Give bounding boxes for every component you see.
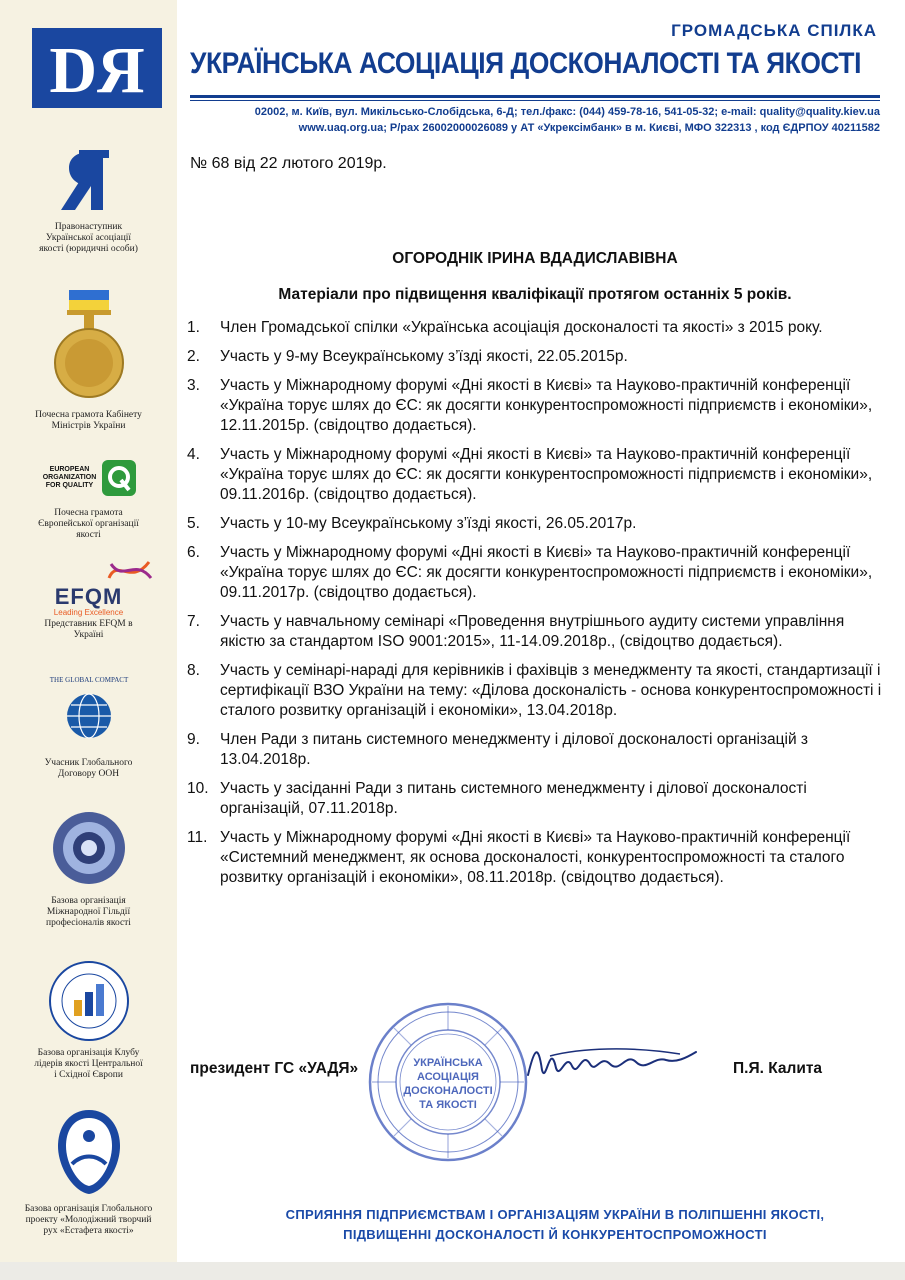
sidebar-eoq: EUROPEAN ORGANIZATION FOR QUALITY Почесна грамота Європейської організації якості bbox=[0, 460, 177, 541]
list-item: 9. Член Ради з питань системного менеджменту і ділової досконалості організацій з 13.04.2018р. bbox=[187, 731, 809, 768]
document-number: № 68 від 22 лютого 2019р. bbox=[190, 155, 387, 172]
sidebar-efqm: EFQM Leading Excellence Представник EFQM в Україні bbox=[0, 558, 177, 641]
svg-text:ДОСКОНАЛОСТІ: ДОСКОНАЛОСТІ bbox=[403, 1085, 493, 1097]
eoq-q-icon bbox=[102, 460, 136, 496]
svg-text:АСОЦІАЦІЯ: АСОЦІАЦІЯ bbox=[417, 1071, 479, 1083]
sidebar-guild: Базова організація Міжнародної Гільдії професіоналів якості bbox=[0, 810, 177, 929]
uadya-logo bbox=[32, 28, 162, 108]
signer-name: П.Я. Калита bbox=[733, 1060, 823, 1077]
footer-line-1: СПРИЯННЯ ПІДПРИЄМСТВАМ І ОРГАНІЗАЦІЯМ УКРАЇНИ В ПОЛІПШЕННІ ЯКОСТІ, bbox=[285, 1207, 825, 1222]
club-icon bbox=[48, 960, 130, 1042]
list-item: 7. Участь у навчальному семінарі «Проведення внутрішнього аудиту системи управління якістю за стандартом ISO 9001:2015», 11-14.09.2018р., (свідоцтво додається). bbox=[187, 613, 845, 650]
svg-text:ТА ЯКОСТІ: ТА ЯКОСТІ bbox=[419, 1099, 477, 1111]
eoq-logo: EUROPEAN ORGANIZATION FOR QUALITY bbox=[0, 460, 177, 496]
seal-stamp bbox=[366, 1000, 531, 1165]
svg-text:DЯ: DЯ bbox=[49, 34, 145, 107]
list-item: 4. Участь у Міжнародному форумі «Дні якості в Києві» та Науково-практичній конференції «Україна торує шлях до ЄС: як досягти конкурентоспроможності підприємств і економіки», 09.11.2016р. (свідоцтво додається). bbox=[187, 446, 873, 503]
qualification-list bbox=[187, 318, 887, 897]
list-item: 11. Участь у Міжнародному форумі «Дні якості в Києві» та Науково-практичній конференції «Системний менеджмент, як основа досконалості, конкурентоспроможності та сталого розвитку організацій і економіки», 08.11.2018р. (свідоцтво додається). bbox=[187, 829, 851, 886]
list-item: 3. Участь у Міжнародному форумі «Дні якості в Києві» та Науково-практичній конференції «Україна торує шлях до ЄС: як досягти конкурентоспроможності підприємств і економіки», 12.11.2015р. (свідоцтво додається). bbox=[187, 377, 873, 434]
person-name: ОГОРОДНІК ІРИНА ВДАДИСЛАВІВНА bbox=[392, 250, 678, 267]
list-item: 8. Участь у семінарі-нараді для керівників і фахівців з менеджменту та якості, стандартизації і сертифікації ВЗО України на тему: «Ділова досконалість - основа конкурентоспроможності і сталого розвитку організацій і економіки», 13.04.2018р. bbox=[187, 662, 882, 719]
sidebar-project: Базова організація Глобального проекту «Молодіжний творчий рух «Естафета якості» bbox=[0, 1108, 177, 1237]
org-type: ГРОМАДСЬКА СПІЛКА bbox=[671, 21, 877, 40]
ya-logo-icon bbox=[61, 148, 117, 214]
list-item: 1. Член Громадської спілки «Українська асоціація досконалості та якості» з 2015 року. bbox=[187, 319, 823, 336]
contact-bank: www.uaq.org.ua; Р/рах 26002000026089 у АТ «Укрексімбанк» в м. Києві, МФО 322313 , код ЄДРПОУ 40211582 bbox=[298, 122, 880, 134]
footer-line-2: ПІДВИЩЕННІ ДОСКОНАЛОСТІ Й КОНКУРЕНТОСПРОМОЖНОСТІ bbox=[343, 1227, 767, 1242]
org-name: УКРАЇНСЬКА АСОЦІАЦІЯ ДОСКОНАЛОСТІ ТА ЯКОСТІ bbox=[190, 47, 861, 80]
sidebar-global-compact: THE GLOBAL COMPACT Учасник Глобального Договору ООН bbox=[0, 672, 177, 780]
header-rule-thin bbox=[190, 100, 880, 101]
relay-project-icon bbox=[56, 1108, 122, 1196]
guild-icon bbox=[51, 810, 127, 886]
svg-text:УКРАЇНСЬКА: УКРАЇНСЬКА bbox=[413, 1057, 483, 1069]
svg-text:THE GLOBAL COMPACT: THE GLOBAL COMPACT bbox=[49, 676, 128, 684]
page-edge bbox=[0, 1262, 905, 1280]
header-rule bbox=[190, 95, 880, 98]
handwritten-signature bbox=[520, 1030, 700, 1090]
document-subtitle: Матеріали про підвищення кваліфікації протягом останніх 5 років. bbox=[278, 286, 792, 303]
list-item: 2. Участь у 9-му Всеукраїнському з’їзді якості, 22.05.2015р. bbox=[187, 348, 628, 365]
global-compact-icon bbox=[44, 672, 134, 752]
list-item: 10. Участь у засіданні Ради з питань системного менеджменту і ділової досконалості організацій, 07.11.2018р. bbox=[187, 780, 807, 817]
footer-motto bbox=[215, 1205, 895, 1245]
sidebar-club: Базова організація Клубу лідерів якості Центральної і Східної Європи bbox=[0, 960, 177, 1081]
medal-icon bbox=[54, 290, 124, 402]
contact-address: 02002, м. Київ, вул. Микільсько-Слобідська, 6-Д; тел./факс: (044) 459-78-16, 541-05-32; e-mail: quality@quality.kiev.ua bbox=[254, 106, 880, 118]
list-item: 6. Участь у Міжнародному форумі «Дні якості в Києві» та Науково-практичній конференції «Україна торує шлях до ЄС: як досягти конкурентоспроможності підприємств і економіки», 09.11.2017р. (свідоцтво додається). bbox=[187, 544, 873, 601]
efqm-swirl-icon bbox=[105, 558, 155, 584]
signer-title: президент ГС «УАДЯ» bbox=[190, 1060, 359, 1077]
sidebar-successor: Правонаступник Української асоціації якості (юридичні особи) bbox=[0, 148, 177, 255]
list-item: 5. Участь у 10-му Всеукраїнському з’їзді якості, 26.05.2017р. bbox=[187, 515, 637, 532]
sidebar-cabinet-award: Почесна грамота Кабінету Міністрів України bbox=[0, 290, 177, 432]
